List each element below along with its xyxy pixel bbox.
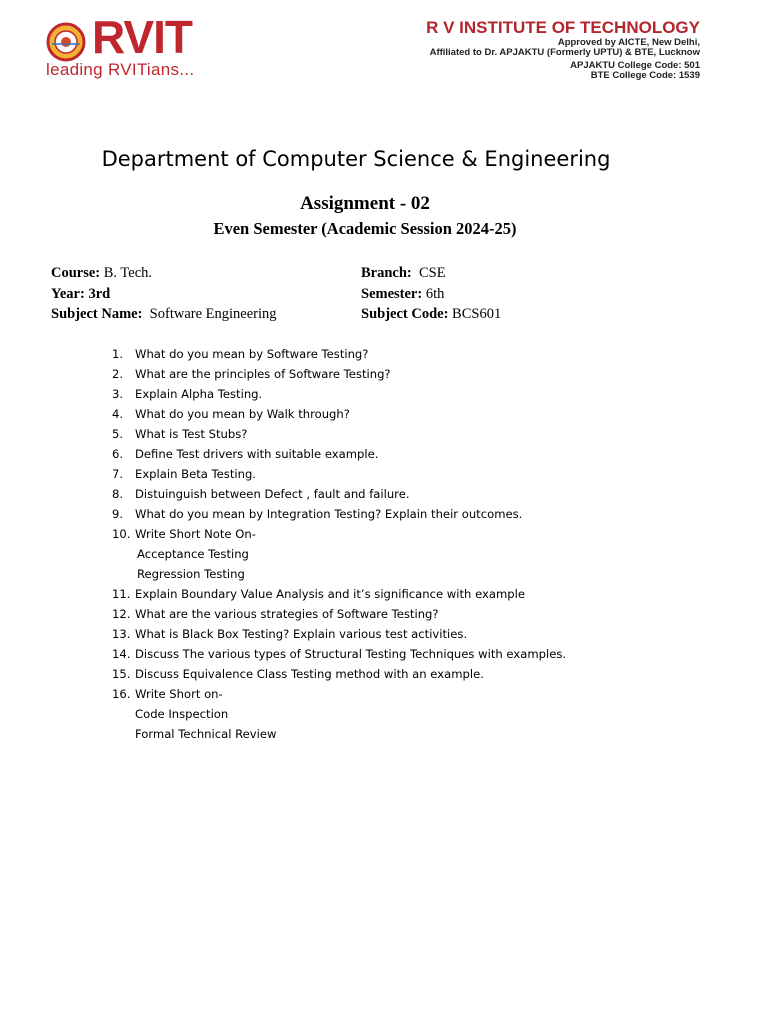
apjaktu-code: APJAKTU College Code: 501 — [570, 60, 700, 71]
question-number: 5. — [112, 427, 124, 441]
question-item — [112, 387, 262, 401]
question-item — [112, 447, 378, 461]
institute-name: R V INSTITUTE OF TECHNOLOGY — [426, 18, 700, 37]
question-item — [112, 627, 467, 641]
question-text: Explain Beta Testing. — [135, 467, 256, 481]
question-item — [112, 367, 391, 381]
course-value: B. Tech. — [103, 265, 153, 281]
question-text: What are the principles of Software Testing? — [135, 367, 391, 381]
question-number: 1. — [112, 347, 124, 361]
q10-subitem: Acceptance Testing — [137, 547, 249, 561]
question-text: What are the various strategies of Software Testing? — [135, 607, 439, 621]
question-item — [112, 607, 439, 621]
question-item — [112, 587, 525, 601]
affiliation-line: Affiliated to Dr. APJAKTU (Formerly UPTU) & BTE, Lucknow — [429, 47, 700, 58]
question-number: 14. — [112, 647, 131, 661]
logo-text: RVIT — [92, 11, 192, 63]
question-item — [112, 667, 484, 681]
question-item — [112, 507, 522, 521]
question-text: Write Short Note On- — [135, 527, 256, 541]
question-text: Explain Boundary Value Analysis and it’s significance with example — [135, 587, 525, 601]
question-text: What do you mean by Software Testing? — [135, 347, 369, 361]
year-label: Year: — [51, 286, 85, 302]
college-emblem-icon — [46, 22, 86, 62]
branch-info — [361, 264, 446, 282]
question-text: Discuss The various types of Structural Testing Techniques with examples. — [135, 647, 567, 661]
question-item — [112, 687, 223, 701]
question-item — [112, 527, 256, 541]
subject-code-label: Subject Code: — [361, 306, 449, 322]
question-item — [112, 647, 566, 661]
question-number: 10. — [112, 527, 131, 541]
question-text: What is Black Box Testing? Explain various test activities. — [135, 627, 468, 641]
question-text: What do you mean by Integration Testing? Explain their outcomes. — [135, 507, 523, 521]
course-label: Course: — [51, 265, 101, 281]
subject-code-info — [361, 305, 501, 323]
year-info — [51, 285, 110, 303]
question-item — [112, 347, 368, 361]
question-number: 16. — [112, 687, 131, 701]
q10-subitem: Regression Testing — [137, 567, 245, 581]
q16-subitem: Code Inspection — [135, 707, 229, 721]
question-number: 11. — [112, 587, 131, 601]
question-number: 15. — [112, 667, 131, 681]
q16-subitem: Formal Technical Review — [135, 727, 277, 741]
question-number: 8. — [112, 487, 124, 501]
bte-code: BTE College Code: 1539 — [590, 70, 700, 81]
question-text: What is Test Stubs? — [135, 427, 248, 441]
question-number: 7. — [112, 467, 124, 481]
question-text: Define Test drivers with suitable example. — [135, 447, 379, 461]
subject-label: Subject Name: — [51, 306, 143, 322]
year-value: 3rd — [88, 286, 111, 302]
question-number: 9. — [112, 507, 124, 521]
question-number: 13. — [112, 627, 131, 641]
question-text: Explain Alpha Testing. — [135, 387, 263, 401]
question-number: 4. — [112, 407, 124, 421]
semester-info — [361, 285, 444, 303]
question-item — [112, 487, 410, 501]
question-number: 2. — [112, 367, 124, 381]
question-item — [112, 407, 350, 421]
logo-tagline: leading RVITians... — [46, 60, 195, 79]
subject-value: Software Engineering — [149, 306, 277, 322]
question-number: 3. — [112, 387, 124, 401]
question-text: Discuss Equivalence Class Testing method with an example. — [135, 667, 484, 681]
subject-code-value: BCS601 — [452, 306, 502, 322]
approval-line: Approved by AICTE, New Delhi, — [557, 37, 700, 48]
subject-info — [51, 305, 277, 323]
branch-label: Branch: — [361, 265, 412, 281]
semester-line: Even Semester (Academic Session 2024-25) — [213, 219, 517, 238]
question-text: What do you mean by Walk through? — [135, 407, 350, 421]
assignment-title: Assignment - 02 — [300, 193, 430, 214]
question-text: Write Short on- — [135, 687, 223, 701]
question-item — [112, 467, 256, 481]
semester-value: 6th — [425, 286, 445, 302]
question-number: 6. — [112, 447, 124, 461]
question-number: 12. — [112, 607, 131, 621]
question-item — [112, 427, 247, 441]
department-title: Department of Computer Science & Engineering — [101, 147, 611, 171]
branch-value: CSE — [419, 265, 446, 281]
course-info — [51, 264, 152, 282]
question-text: Distuinguish between Defect , fault and failure. — [135, 487, 410, 501]
semester-label: Semester: — [361, 286, 423, 302]
